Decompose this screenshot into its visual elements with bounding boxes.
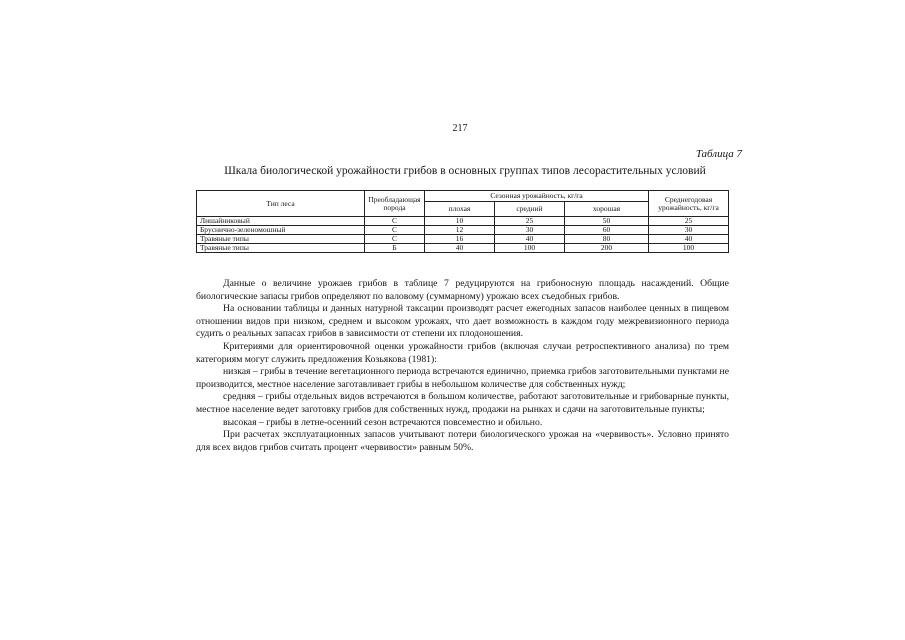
body-text bbox=[196, 278, 729, 454]
table-caption: Таблица 7 bbox=[695, 148, 742, 160]
table-row bbox=[197, 244, 729, 253]
table-header-row bbox=[197, 191, 729, 202]
paragraph: На основании таблицы и данных натурной таксации производят расчет ежегодных запасов наиболее ценных в пищевом отношении видов при низком, среднем и высоком урожаях, что дает возможность в каждом году межревизионного периода судить о реальных запасах грибов в зависимости от степени их плодоношения. bbox=[196, 303, 729, 340]
header-good: хорошая bbox=[565, 202, 649, 217]
cell-low: 10 bbox=[425, 217, 495, 226]
cell-forest-type: Брусничнo-зеленомошный bbox=[197, 226, 365, 235]
header-medium: средний bbox=[495, 202, 565, 217]
cell-medium: 100 bbox=[495, 244, 565, 253]
cell-average: 30 bbox=[649, 226, 729, 235]
cell-average: 100 bbox=[649, 244, 729, 253]
cell-low: 40 bbox=[425, 244, 495, 253]
list-item-high: высокая – грибы в летне-осенний сезон встречаются повсеместно и обильно. bbox=[223, 416, 543, 428]
cell-medium: 30 bbox=[495, 226, 565, 235]
cell-average: 40 bbox=[649, 235, 729, 244]
cell-good: 60 bbox=[565, 226, 649, 235]
paragraph: Данные о величине урожаев грибов в таблице 7 редуцируются на грибоносную площадь насаждений. Общие биологические запасы грибов определяют по валовому (суммарному) урожаю всех съедобных грибов. bbox=[196, 278, 729, 302]
cell-good: 200 bbox=[565, 244, 649, 253]
cell-forest-type: Лишайниковый bbox=[197, 217, 365, 226]
cell-species: С bbox=[365, 235, 425, 244]
cell-low: 16 bbox=[425, 235, 495, 244]
cell-good: 50 bbox=[565, 217, 649, 226]
cell-forest-type: Травяные типы bbox=[197, 244, 365, 253]
cell-species: С bbox=[365, 226, 425, 235]
header-seasonal-yield: Сезонная урожайность, кг/га bbox=[425, 191, 649, 202]
paragraph: При расчетах эксплуатационных запасов учитывают потери биологического урожая на «червивость». Условно принято для всех видов грибов считать процент «червивости» равным 50%. bbox=[196, 429, 729, 453]
cell-species: С bbox=[365, 217, 425, 226]
header-average-annual: Среднегодовая урожайность, кг/га bbox=[649, 191, 729, 217]
header-low: плохая bbox=[425, 202, 495, 217]
cell-forest-type: Травяные типы bbox=[197, 235, 365, 244]
cell-medium: 40 bbox=[495, 235, 565, 244]
paragraph: Критериями для ориентировочной оценки урожайности грибов (включая случаи ретроспективного анализа) по трем категориям могут служить предложения Козьякова (1981): bbox=[196, 340, 729, 365]
cell-low: 12 bbox=[425, 226, 495, 235]
header-dominant-species: Преобладающая порода bbox=[365, 191, 425, 217]
table-title: Шкала биологической урожайности грибов в основных группах типов лесорастительных условий bbox=[224, 165, 706, 177]
header-forest-type: Тип леса bbox=[197, 191, 365, 217]
cell-species: Б bbox=[365, 244, 425, 253]
yield-table bbox=[196, 190, 729, 253]
list-item-low: низкая – грибы в течение вегетационного периода встречаются единично, приемка грибов заготовительными пунктами не производится, местное население заготавливает грибы в небольшом количестве для собственных нужд; bbox=[196, 366, 729, 390]
list-item-medium: средняя – грибы отдельных видов встречаются в большом количестве, работают заготовительные и грибоварные пункты, местное население ведет заготовку грибов для собственных нужд, продажи на рынках и сдачи на заготовительные пункты; bbox=[196, 391, 729, 415]
cell-good: 80 bbox=[565, 235, 649, 244]
page-number: 217 bbox=[452, 123, 468, 134]
cell-average: 25 bbox=[649, 217, 729, 226]
cell-medium: 25 bbox=[495, 217, 565, 226]
